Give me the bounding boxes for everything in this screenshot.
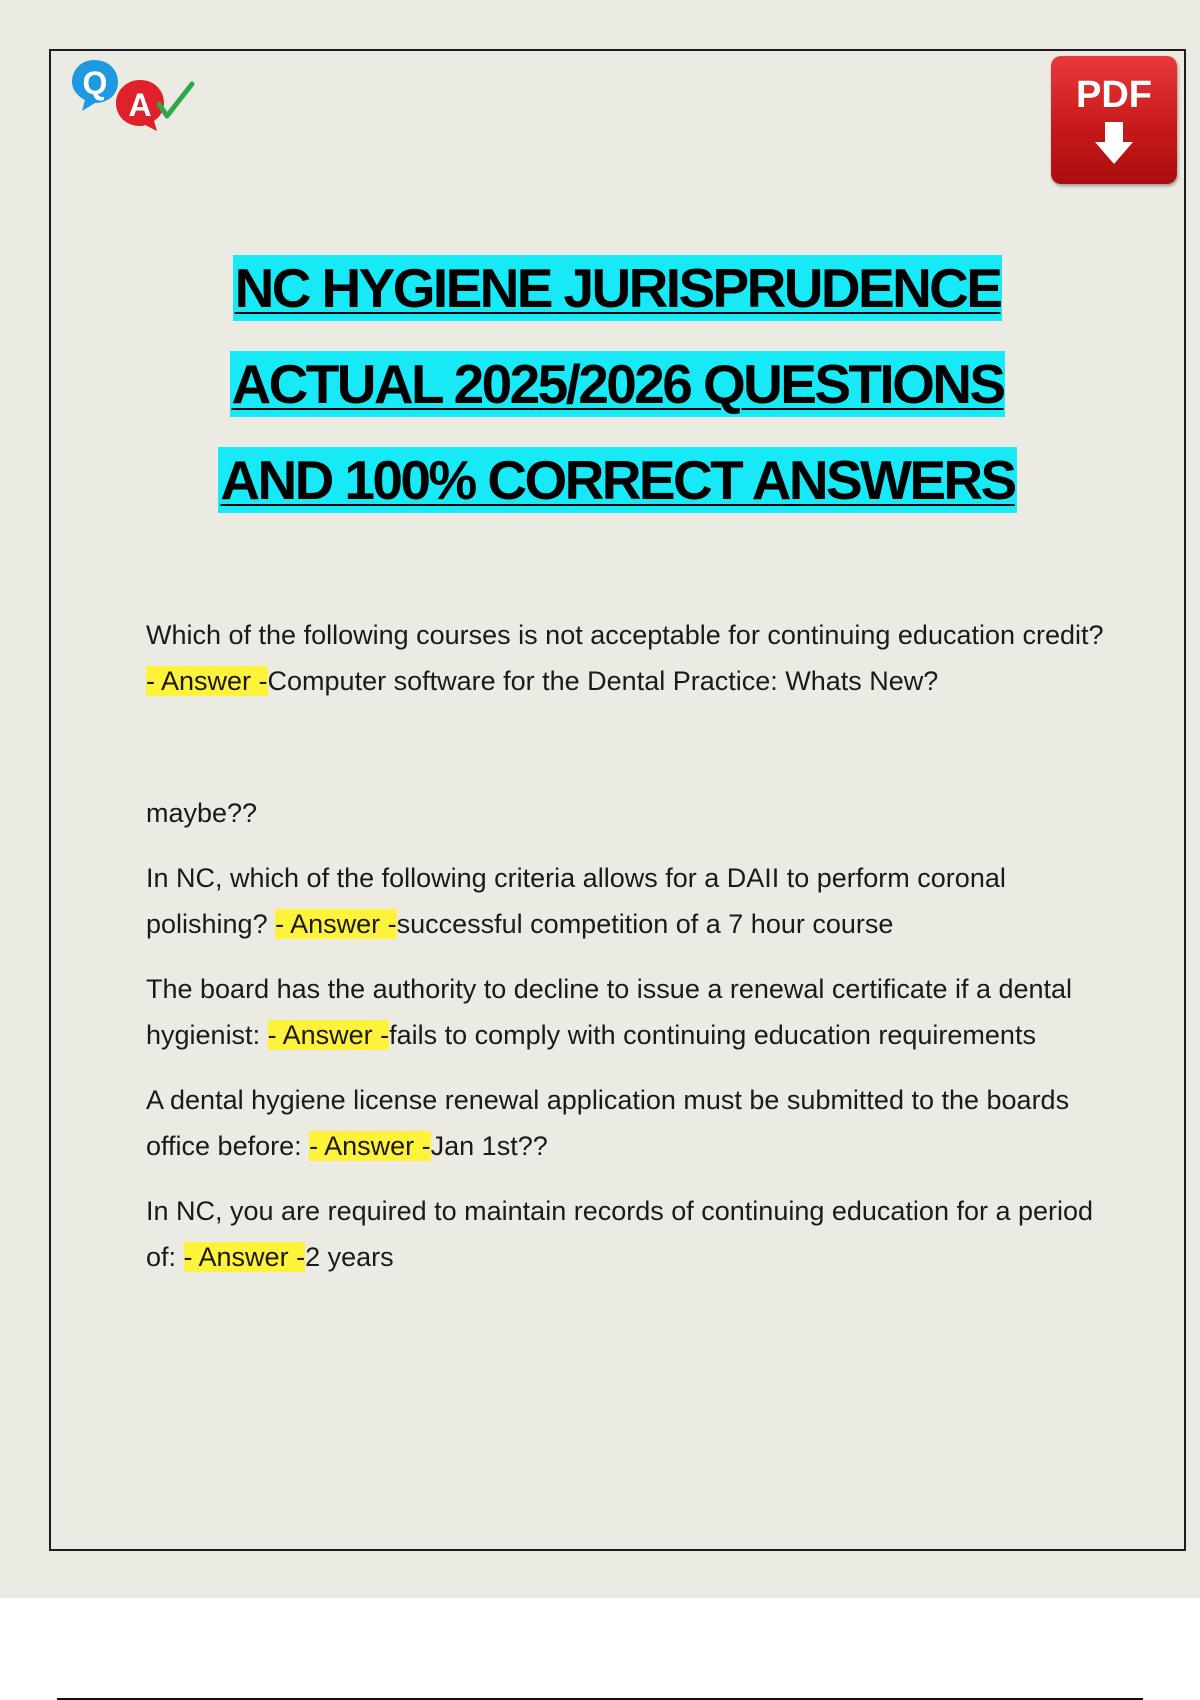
answer-text: Jan 1st?? bbox=[430, 1131, 548, 1161]
qa-item bbox=[146, 855, 1106, 947]
qa-item bbox=[146, 612, 1106, 704]
question-text: In NC, which of the following criteria allows for a DAII to perform coronal polishing? bbox=[146, 863, 1006, 939]
download-arrow-icon bbox=[1095, 122, 1133, 166]
answer-marker: - Answer - bbox=[309, 1131, 431, 1161]
answer-text: Computer software for the Dental Practice: Whats New? bbox=[267, 666, 939, 696]
answer-marker: - Answer - bbox=[267, 1020, 390, 1050]
qa-list bbox=[146, 612, 1106, 1299]
qa-item bbox=[146, 966, 1106, 1058]
qa-item bbox=[146, 790, 1106, 836]
svg-text:Q: Q bbox=[82, 65, 108, 101]
title-line-3: AND 100% CORRECT ANSWERS bbox=[220, 449, 1015, 511]
note-text: maybe?? bbox=[146, 798, 258, 828]
answer-marker: - Answer - bbox=[183, 1242, 306, 1272]
question-text: The board has the authority to decline to issue a renewal certificate if a dental hygienist: bbox=[146, 974, 1073, 1050]
question-text: In NC, you are required to maintain records of continuing education for a period of: bbox=[146, 1196, 1094, 1272]
answer-text: successful competition of a 7 hour course bbox=[396, 909, 894, 939]
title-line-1: NC HYGIENE JURISPRUDENCE bbox=[234, 257, 1001, 319]
question-text: A dental hygiene license renewal application must be submitted to the boards office before: bbox=[146, 1085, 1070, 1161]
question-text: Which of the following courses is not acceptable for continuing education credit? bbox=[146, 620, 1104, 650]
qa-item bbox=[146, 1188, 1106, 1280]
document-title bbox=[49, 240, 1186, 528]
answer-marker: - Answer - bbox=[146, 666, 268, 696]
answer-text: fails to comply with continuing education requirements bbox=[389, 1020, 1036, 1050]
qa-check-icon bbox=[68, 56, 196, 136]
answer-marker: - Answer - bbox=[275, 909, 397, 939]
pdf-label: PDF bbox=[1076, 74, 1152, 116]
title-line-2: ACTUAL 2025/2026 QUESTIONS bbox=[231, 353, 1004, 415]
answer-text: 2 years bbox=[305, 1242, 394, 1272]
qa-item bbox=[146, 1077, 1106, 1169]
pdf-download-badge bbox=[1051, 56, 1177, 184]
svg-text:A: A bbox=[128, 87, 152, 123]
